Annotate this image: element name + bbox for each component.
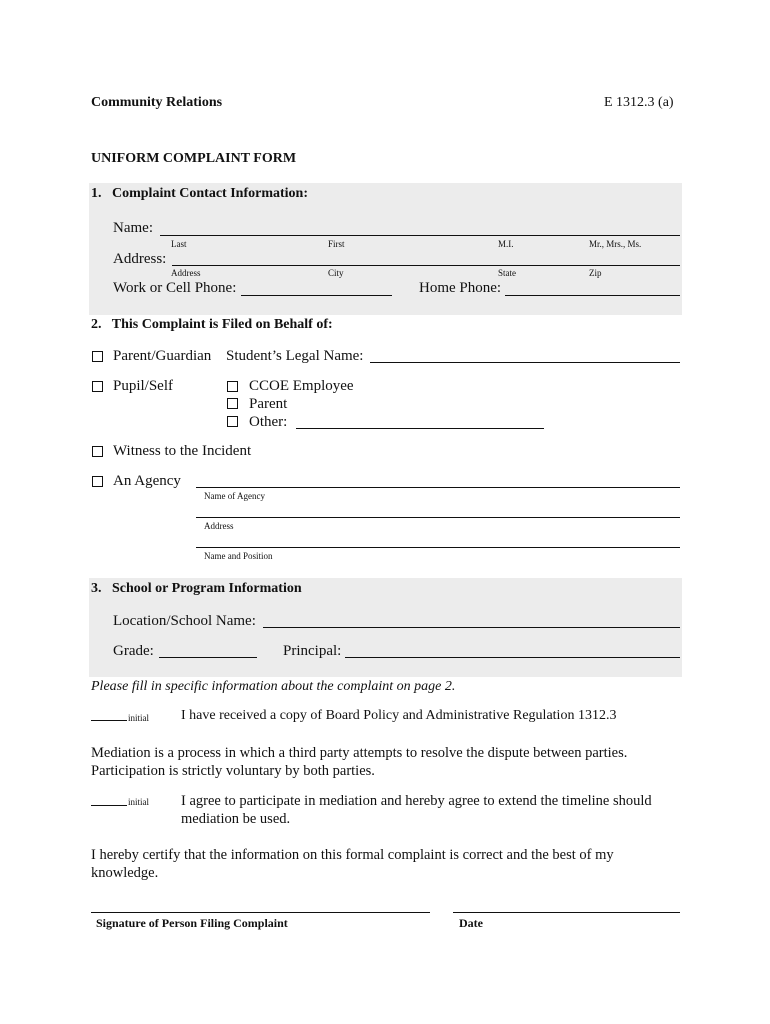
pupil-self-label: Pupil/Self [113, 378, 174, 394]
address-field[interactable] [172, 265, 680, 266]
address-sublabel-zip: Zip [589, 268, 602, 278]
ccoe-employee-label: CCOE Employee [249, 378, 354, 394]
location-label: Location/School Name: [113, 613, 256, 629]
parent-guardian-checkbox[interactable] [92, 351, 103, 362]
name-sublabel-mi: M.I. [498, 239, 514, 249]
initial-label-2: initial [128, 797, 149, 807]
mediation-text: Mediation is a process in which a third party attempts to resolve the dispute between parties. Participation is strictly voluntary by both parties. [91, 745, 628, 779]
signature-field[interactable] [91, 912, 430, 913]
grade-field[interactable] [159, 657, 257, 658]
other-checkbox[interactable] [227, 416, 238, 427]
grade-label: Grade: [113, 643, 154, 659]
address-sublabel-state: State [498, 268, 516, 278]
initial-label-1: initial [128, 713, 149, 723]
instructions-text: Please fill in specific information about the complaint on page 2. [91, 679, 456, 694]
name-field[interactable] [160, 235, 680, 236]
other-field[interactable] [296, 428, 544, 429]
address-label: Address: [113, 251, 167, 267]
form-code: E 1312.3 (a) [604, 95, 674, 110]
agency-sublabel-name: Name of Agency [204, 491, 265, 501]
witness-checkbox[interactable] [92, 446, 103, 457]
name-sublabel-first: First [328, 239, 345, 249]
name-label: Name: [113, 220, 153, 236]
principal-label: Principal: [283, 643, 342, 659]
initial-field-2[interactable] [91, 805, 127, 806]
home-phone-label: Home Phone: [419, 280, 502, 296]
student-legal-name-field[interactable] [370, 362, 680, 363]
name-sublabel-title: Mr., Mrs., Ms. [589, 239, 642, 249]
student-legal-name-label: Student’s Legal Name: [226, 348, 364, 364]
location-field[interactable] [263, 627, 680, 628]
agency-name-field[interactable] [196, 487, 680, 488]
parent-label: Parent [249, 396, 288, 412]
ccoe-employee-checkbox[interactable] [227, 381, 238, 392]
work-phone-field[interactable] [241, 295, 392, 296]
agency-sublabel-contact: Name and Position [204, 551, 273, 561]
agency-checkbox[interactable] [92, 476, 103, 487]
acknowledgement-1: I have received a copy of Board Policy and Administrative Regulation 1312.3 [181, 708, 617, 723]
home-phone-field[interactable] [505, 295, 680, 296]
form-title: UNIFORM COMPLAINT FORM [91, 151, 297, 166]
principal-field[interactable] [345, 657, 680, 658]
section-3-heading: 3. School or Program Information [91, 581, 302, 596]
other-label: Other: [249, 414, 288, 430]
pupil-self-checkbox[interactable] [92, 381, 103, 392]
section-title: Community Relations [91, 95, 223, 110]
initial-field-1[interactable] [91, 720, 127, 721]
section-2-heading: 2. This Complaint is Filed on Behalf of: [91, 317, 333, 332]
certify-text: I hereby certify that the information on this formal complaint is correct and the best of my knowledge. [91, 847, 614, 881]
parent-checkbox[interactable] [227, 398, 238, 409]
date-field[interactable] [453, 912, 680, 913]
section-1-heading: 1. Complaint Contact Information: [91, 186, 308, 201]
parent-guardian-label: Parent/Guardian [113, 348, 212, 364]
address-sublabel-city: City [328, 268, 344, 278]
agency-label: An Agency [113, 473, 181, 489]
name-sublabel-last: Last [171, 239, 187, 249]
agency-address-field[interactable] [196, 517, 680, 518]
address-sublabel-address: Address [171, 268, 201, 278]
agency-sublabel-address: Address [204, 521, 234, 531]
date-label: Date [459, 916, 483, 930]
witness-label: Witness to the Incident [113, 443, 252, 459]
signature-label: Signature of Person Filing Complaint [96, 916, 288, 930]
agency-contact-field[interactable] [196, 547, 680, 548]
work-phone-label: Work or Cell Phone: [113, 280, 237, 296]
acknowledgement-2: I agree to participate in mediation and hereby agree to extend the timeline should mediation be used. [181, 793, 652, 827]
